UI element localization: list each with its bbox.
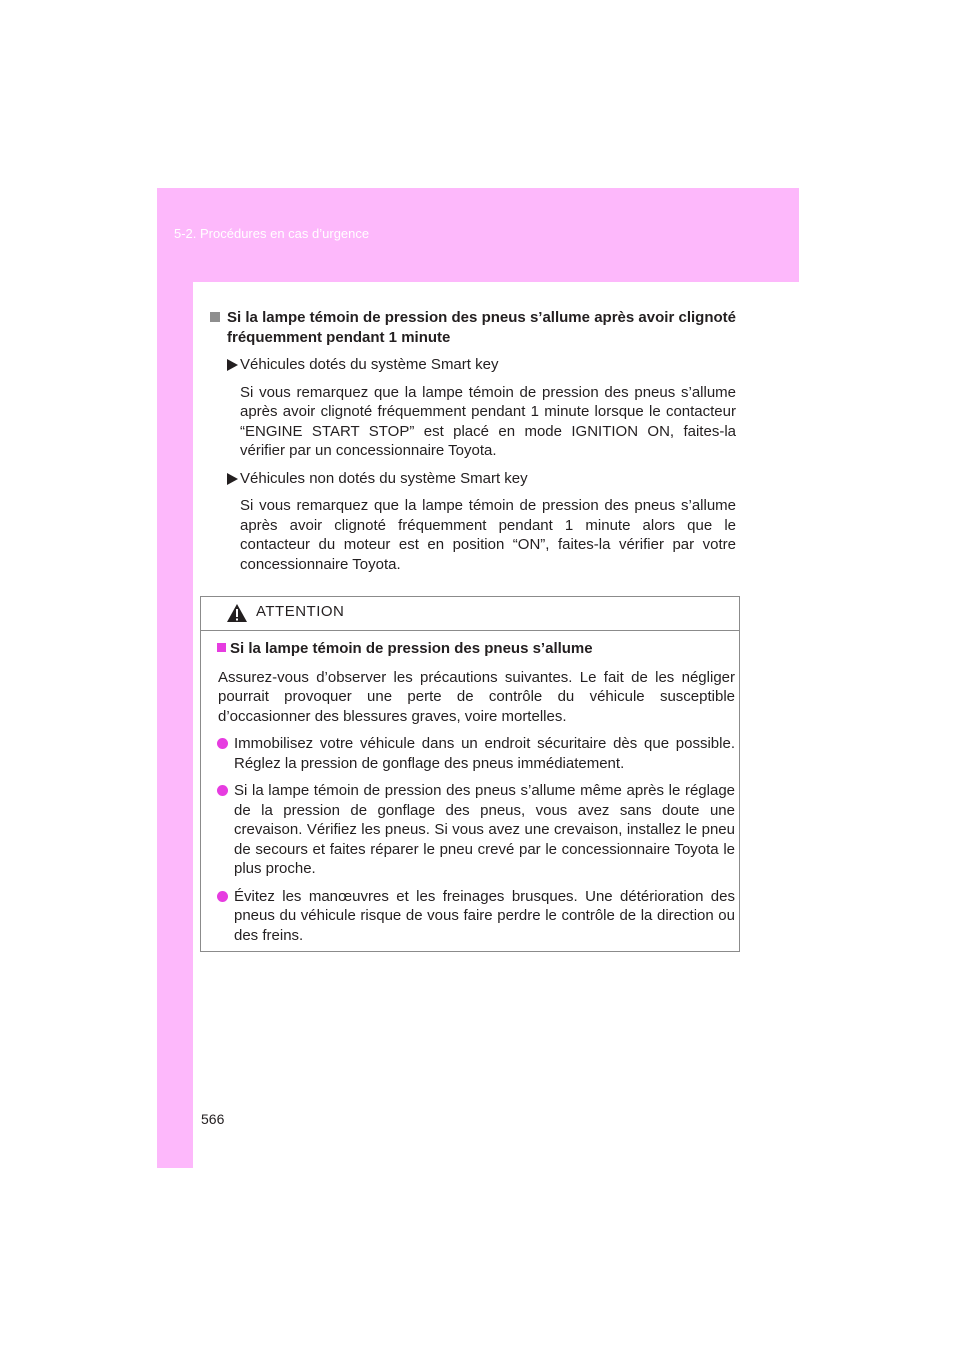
attention-body [217,639,735,945]
main-content [210,308,736,574]
attention-bullet [217,887,735,946]
page-number: 566 [201,1111,225,1127]
item-label-text: Véhicules dotés du système Smart key [240,356,499,373]
topic-heading [210,308,736,347]
attention-bullet [217,781,735,879]
bullet-text: Si la lampe témoin de pression des pneus s’allume même après le réglage de la pression de gonflage des pneus, vous avez sans doute une crevaison. Vérifiez les pneus. Si vous avez une crevaison, installez le pneu de secours et faites réparer le pneu crevé par le concessionnaire Toyota le plus proche. [234,782,735,877]
circle-bullet-icon [217,738,228,749]
attention-heading-text: Si la lampe témoin de pression des pneus s’allume [230,640,593,657]
item-paragraph: Si vous remarquez que la lampe témoin de pression des pneus s’allume après avoir clignoté fréquemment pendant 1 minute alors que le contacteur du moteur est en position “ON”, faites-la vérifier par votre concessionnaire Toyota. [240,497,736,573]
square-bullet-icon [210,312,220,322]
circle-bullet-icon [217,891,228,902]
warning-icon [226,603,248,623]
item-label [227,355,736,375]
side-tab-band [157,282,193,1168]
list-item [227,469,736,575]
topic-heading-text: Si la lampe témoin de pression des pneus s’allume après avoir clignoté fréquemment pendant 1 minute [227,309,736,346]
attention-header [201,597,739,631]
attention-intro: Assurez-vous d’observer les précautions suivantes. Le fait de les négliger pourrait provoquer une perte de contrôle du véhicule susceptible d’occasionner des blessures graves, voire mortelles. [218,668,735,725]
attention-heading [217,639,735,659]
attention-box [200,596,740,952]
square-bullet-icon [217,643,226,652]
list-item [227,355,736,461]
triangle-right-icon [227,473,238,485]
bullet-text: Évitez les manœuvres et les freinages brusques. Une détérioration des pneus du véhicule risque de vous faire perdre le contrôle de la direction ou des freins. [234,887,735,944]
item-label [227,469,736,489]
circle-bullet-icon [217,785,228,796]
item-label-text: Véhicules non dotés du système Smart key [240,469,528,487]
attention-bullet [217,734,735,773]
section-title: 5-2. Procédures en cas d’urgence [174,226,370,241]
triangle-right-icon [227,359,238,371]
attention-title: ATTENTION [256,603,345,620]
bullet-text: Immobilisez votre véhicule dans un endroit sécuritaire dès que possible. Réglez la pression de gonflage des pneus immédiatement. [234,735,735,772]
item-paragraph: Si vous remarquez que la lampe témoin de pression des pneus s’allume après avoir clignoté fréquemment pendant 1 minute lorsque le contacteur “ENGINE START STOP” est placé en mode IGNITION ON, faites-la vérifier par un concessionnaire Toyota. [240,383,736,459]
